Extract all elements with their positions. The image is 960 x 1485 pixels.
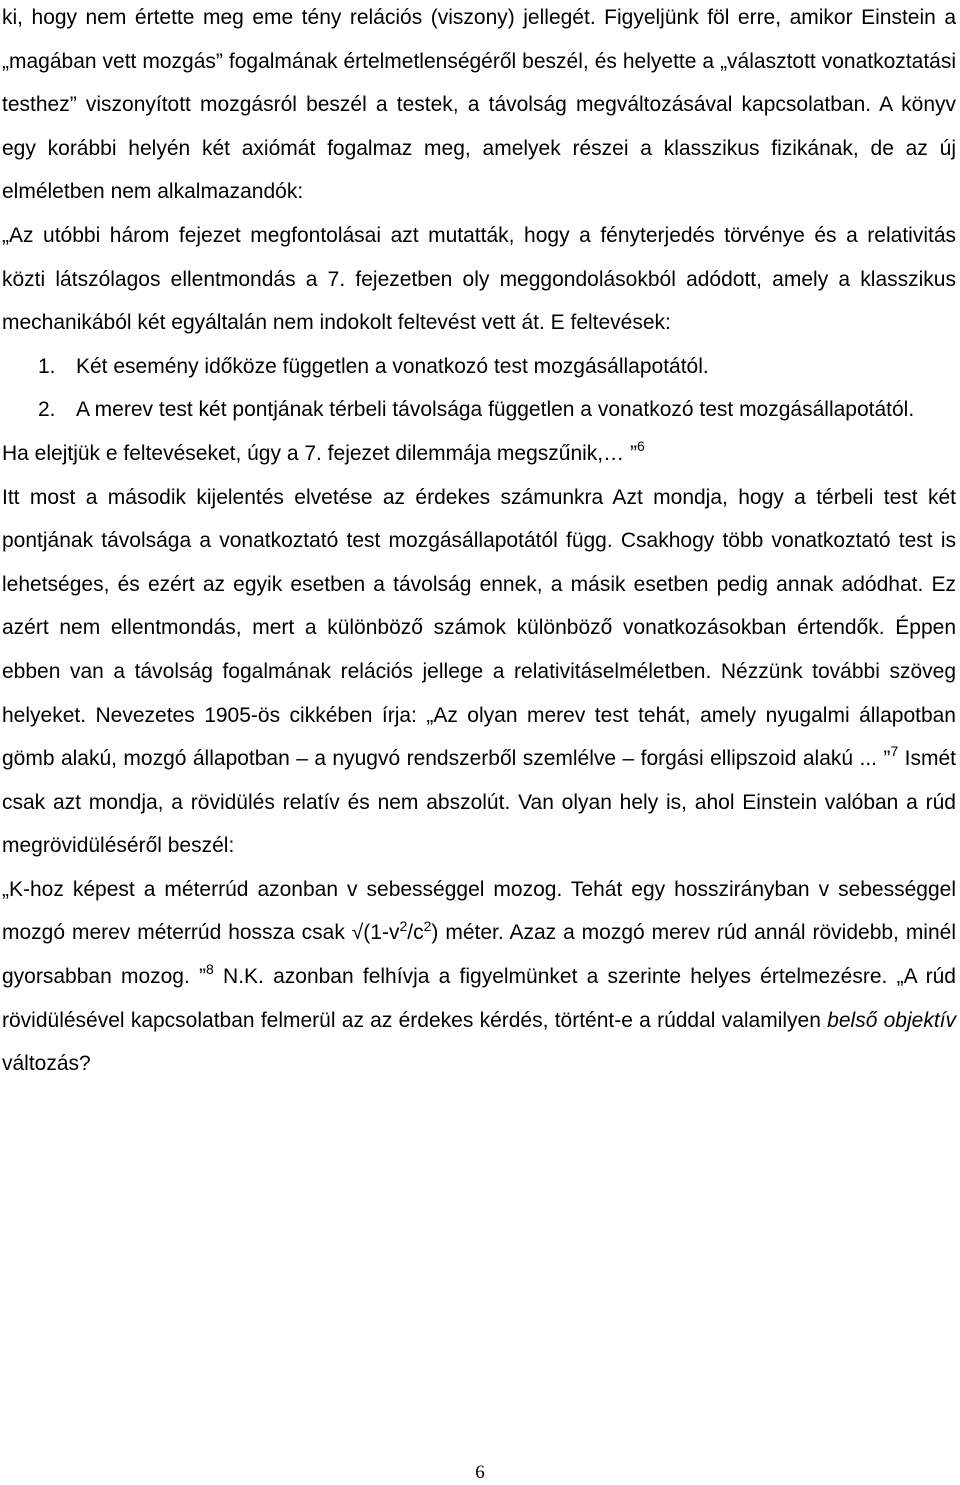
footnote-ref-6[interactable]: 6: [636, 437, 645, 454]
paragraph-text: változás?: [2, 1052, 91, 1076]
axiom-text: Két esemény időköze független a vonatkozó test mozgásállapotától.: [76, 354, 709, 378]
paragraph-text: „K-hoz képest a méterrúd azonban v sebességgel mozog. Tehát egy hosszirányban v sebességgel mozgó merev méterrúd hossza csak √(1-v: [2, 877, 956, 945]
quote-conclusion-text: Ha elejtjük e feltevéseket, úgy a 7. fejezet dilemmája megszűnik,… ”: [2, 441, 637, 465]
quote-conclusion: [2, 432, 956, 476]
axiom-number: 1.: [38, 354, 56, 378]
paragraph-text: ) méter. Azaz a mozgó merev rúd annál rövidebb, minél gyorsabban mozog. ”: [2, 921, 956, 989]
axiom-text: A merev test két pontjának térbeli távolsága független a vonatkozó test mozgásállapotától.: [76, 398, 915, 422]
paragraph-distance-relational: [2, 476, 956, 868]
footnote-ref-8[interactable]: 8: [206, 961, 214, 978]
paragraph-text: /c: [407, 921, 424, 945]
page-number: 6: [475, 1462, 485, 1483]
exponent: 2: [423, 918, 432, 935]
axiom-item-1: [2, 345, 956, 389]
paragraph-text: Ismét csak azt mondja, a rövidülés relatív és nem abszolút. Van olyan hely is, ahol Einstein valóban a rúd megrövidüléséről beszél:: [2, 747, 957, 858]
footnote-ref-7[interactable]: 7: [890, 743, 899, 760]
paragraph-text: Itt most a második kijelentés elvetése az érdekes számunkra Azt mondja, hogy a térbeli test két pontjának távolsága a vonatkoztató test mozgásállapotától függ. Csakhogy több vonatkoztató test is lehetséges, és ezért az egyik esetben a távolság ennek, a másik esetben pedig annak adódhat. Ez azért nem ellentmondás, mert a különböző számok különböző vonatkozásokban értendők. Éppen ebben van a távolság fogalmának relációs jellege a relativitáselméletben. Nézzünk további szöveg helyeket. Nevezetes 1905-ös cikkében írja: „Az olyan merev test tehát, amely nyugalmi állapotban gömb alakú, mozgó állapotban – a nyugvó rendszerből szemlélve – forgási ellipszoid alakú ... ”: [2, 485, 956, 771]
document-page: [2, 0, 956, 1086]
paragraph-einstein-motion: ki, hogy nem értette meg eme tény relációs (viszony) jellegét. Figyeljünk föl erre, amikor Einstein a „magában vett mozgás” fogalmának értelmetlenségéről beszél, és helyette a „választott vonatkoztatási testhez” viszonyított mozgásról beszél a testek, a távolság megváltozásával kapcsolatban. A könyv egy korábbi helyén két axiómát fogalmaz meg, amelyek részei a klasszikus fizikának, de az új elméletben nem alkalmazandók:: [2, 6, 956, 204]
axiom-item-2: [2, 388, 956, 432]
paragraph-rod-contraction: [2, 868, 956, 1086]
quote-einstein-assumptions: „Az utóbbi három fejezet megfontolásai azt mutatták, hogy a fényterjedés törvénye és a relativitás közti látszólagos ellentmondás a 7. fejezetben oly meggondolásokból adódott, amely a klasszikus mechanikából két egyáltalán nem indokolt feltevést vett át. E feltevések:: [2, 223, 956, 335]
paragraph-text: N.K. azonban felhívja a figyelmünket a szerinte helyes értelmezésre. „A rúd rövidülésével kapcsolatban felmerül az az érdekes kérdés, történt-e a rúddal valamilyen: [2, 965, 956, 1032]
axiom-number: 2.: [38, 398, 56, 422]
axiom-list: [2, 345, 956, 432]
exponent: 2: [399, 918, 408, 935]
emphasized-text: belső objektív: [827, 1008, 956, 1032]
